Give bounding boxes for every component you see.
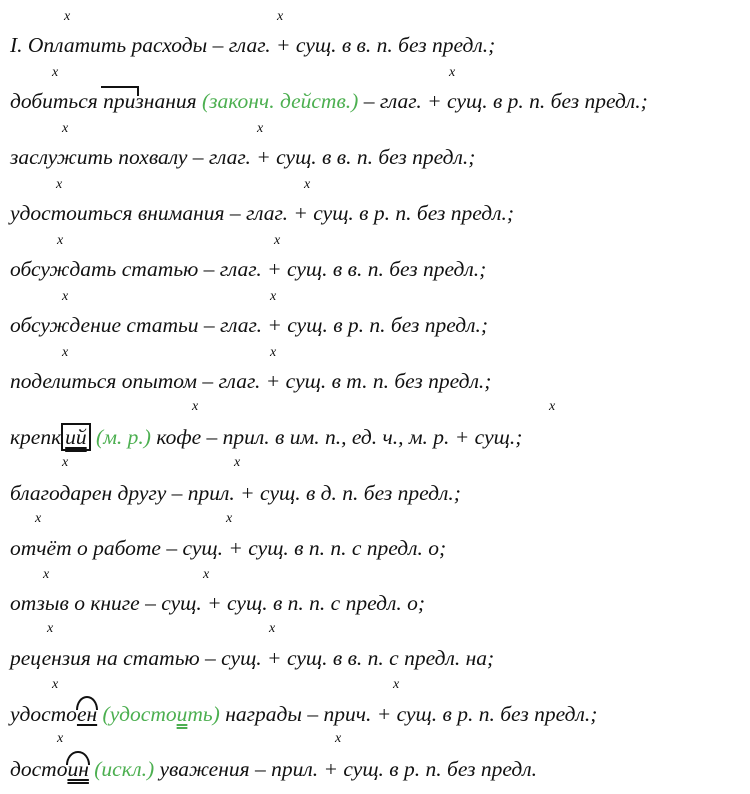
- main-word-mark: x: [57, 233, 64, 248]
- main-word-mark: x: [52, 65, 59, 80]
- main-word-mark: x: [57, 731, 64, 746]
- dependent-word-mark: x: [449, 65, 456, 80]
- dependent-word-mark: x: [270, 289, 277, 304]
- phrase-text: кофе – прил. в им. п., ед. ч., м. р. + сущ.;: [150, 425, 523, 449]
- phrase-text: рецензия на статью – сущ. + сущ. в в. п. с предл. на;: [10, 646, 495, 670]
- prefix-text: при: [103, 89, 136, 113]
- main-word-mark: x: [62, 455, 69, 470]
- dependent-word-mark: x: [257, 121, 264, 136]
- phrase-text: добиться: [10, 89, 104, 113]
- phrase-row: [10, 535, 446, 561]
- green-note-text: (удосто: [97, 702, 177, 726]
- suffix-arc: [77, 701, 97, 727]
- main-word-mark: x: [62, 121, 69, 136]
- suffix-arc: [67, 756, 88, 782]
- dependent-word-mark: x: [203, 567, 210, 582]
- ending-box: [61, 423, 91, 451]
- green-note: (м. р.): [90, 425, 151, 449]
- phrase-row: [10, 756, 537, 782]
- phrase-row: [10, 144, 475, 170]
- green-note: [97, 702, 220, 726]
- phrase-row: [10, 200, 514, 226]
- phrase-text: заслужить похвалу – глаг. + сущ. в в. п. без предл.;: [10, 145, 476, 169]
- main-word-mark: x: [56, 177, 63, 192]
- dependent-word-mark: x: [274, 233, 281, 248]
- main-word-mark: x: [52, 677, 59, 692]
- dependent-word-mark: x: [234, 455, 241, 470]
- phrase-row: [10, 424, 522, 450]
- dependent-word-mark: x: [226, 511, 233, 526]
- dependent-word-mark: x: [277, 9, 284, 24]
- phrase-row: [10, 32, 495, 58]
- suffix-text: ен: [76, 702, 98, 726]
- phrase-row: [10, 368, 491, 394]
- phrase-row: [10, 312, 488, 338]
- phrase-text: I. Оплатить расходы – глаг. + сущ. в в. п. без предл.;: [10, 33, 496, 57]
- phrase-row: [10, 701, 597, 727]
- phrase-text: отзыв о книге – сущ. + сущ. в п. п. с предл. о;: [10, 591, 425, 615]
- phrase-text: благодарен другу – прил. + сущ. в д. п. без предл.;: [10, 481, 461, 505]
- phrase-text: отчёт о работе – сущ. + сущ. в п. п. с предл. о;: [10, 536, 447, 560]
- phrase-text: награды – прич. + сущ. в р. п. без предл.;: [219, 702, 598, 726]
- phrase-row: [10, 590, 425, 616]
- phrase-text: поделиться опытом – глаг. + сущ. в т. п. без предл.;: [10, 369, 492, 393]
- dependent-word-mark: x: [549, 399, 556, 414]
- green-note: (законч. действ.): [201, 89, 359, 113]
- main-word-mark: x: [192, 399, 199, 414]
- green-note-text: ть): [187, 702, 220, 726]
- main-word-mark: x: [62, 345, 69, 360]
- dependent-word-mark: x: [393, 677, 400, 692]
- phrase-text: крепк: [10, 425, 62, 449]
- phrase-row: [10, 480, 461, 506]
- phrase-row: [10, 88, 648, 114]
- phrase-text: – глаг. + сущ. в р. п. без предл.;: [358, 89, 648, 113]
- main-word-mark: x: [43, 567, 50, 582]
- phrase-text: знания: [135, 89, 202, 113]
- dependent-word-mark: x: [304, 177, 311, 192]
- phrase-text: обсуждение статьи – глаг. + сущ. в р. п. без предл.;: [10, 313, 489, 337]
- dependent-word-mark: x: [270, 345, 277, 360]
- main-word-mark: x: [47, 621, 54, 636]
- main-word-mark: x: [62, 289, 69, 304]
- phrase-text: удосто: [10, 702, 77, 726]
- phrase-text: обсуждать статью – глаг. + сущ. в в. п. без предл.;: [10, 257, 487, 281]
- phrase-text: досто: [10, 757, 68, 781]
- phrase-text: уважения – прил. + сущ. в р. п. без предл.: [154, 757, 537, 781]
- phrase-row: [10, 256, 486, 282]
- dependent-word-mark: x: [335, 731, 342, 746]
- suffix-text: ин: [67, 757, 89, 781]
- main-word-mark: x: [35, 511, 42, 526]
- phrase-text: удостоиться внимания – глаг. + сущ. в р. п. без предл.;: [10, 201, 515, 225]
- main-word-mark: x: [64, 9, 71, 24]
- prefix-mark: [103, 88, 135, 114]
- dependent-word-mark: x: [269, 621, 276, 636]
- green-note-letter: и: [176, 702, 188, 726]
- ending-text: ий: [65, 425, 87, 449]
- phrase-row: [10, 645, 494, 671]
- green-note: (искл.): [88, 757, 155, 781]
